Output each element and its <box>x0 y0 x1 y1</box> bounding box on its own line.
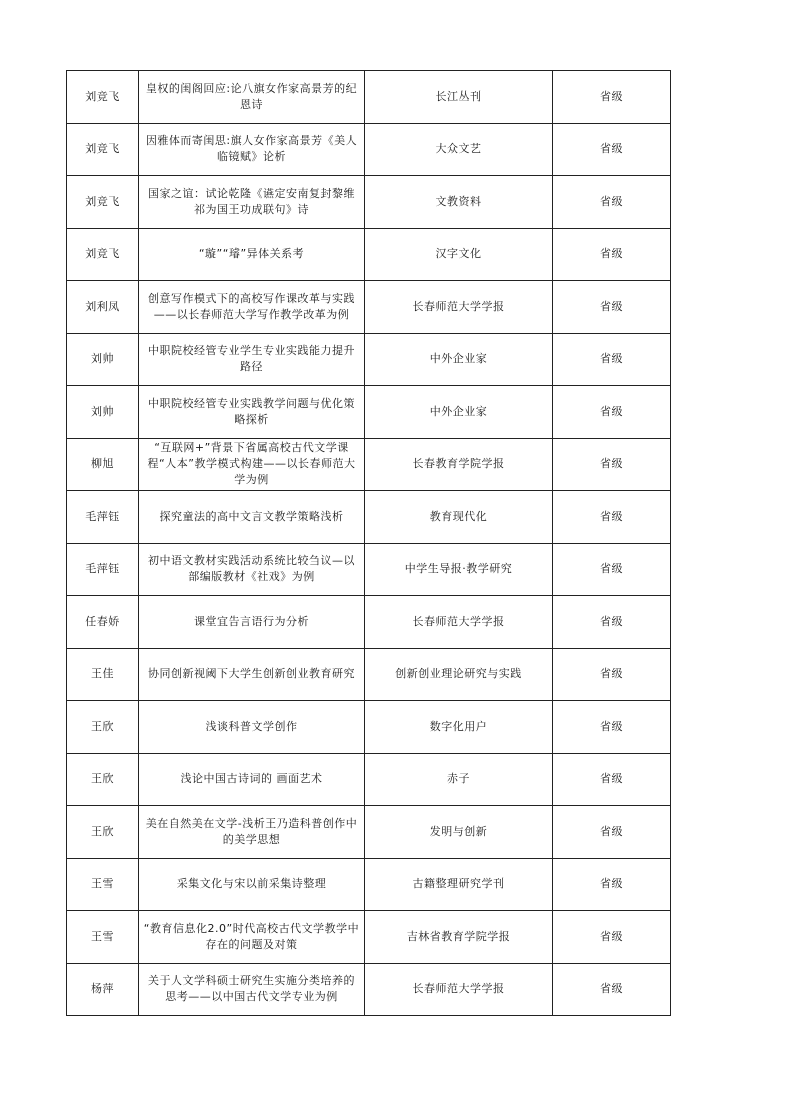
title-cell: “璇”“璿”异体关系考 <box>139 228 365 281</box>
level-cell: 省级 <box>553 176 671 229</box>
journal-cell: 中外企业家 <box>365 333 553 386</box>
author-cell: 刘帅 <box>67 386 139 439</box>
table-row <box>67 648 671 701</box>
journal-cell: 长江丛刊 <box>365 71 553 124</box>
table-row <box>67 543 671 596</box>
level-cell: 省级 <box>553 543 671 596</box>
level-cell: 省级 <box>553 386 671 439</box>
table-row <box>67 701 671 754</box>
author-cell: 刘帅 <box>67 333 139 386</box>
title-cell: 中职院校经管专业实践教学问题与优化策略探析 <box>139 386 365 439</box>
table-row <box>67 963 671 1016</box>
journal-cell: 长春师范大学学报 <box>365 963 553 1016</box>
journal-cell: 长春教育学院学报 <box>365 438 553 491</box>
table-row <box>67 491 671 544</box>
level-cell: 省级 <box>553 911 671 964</box>
title-cell: 国家之谊：试论乾隆《䜩定安南复封黎维祁为国王功成联句》诗 <box>139 176 365 229</box>
journal-cell: 长春师范大学学报 <box>365 596 553 649</box>
table-row <box>67 123 671 176</box>
level-cell: 省级 <box>553 71 671 124</box>
author-cell: 刘竞飞 <box>67 228 139 281</box>
author-cell: 王佳 <box>67 648 139 701</box>
table-row <box>67 333 671 386</box>
level-cell: 省级 <box>553 281 671 334</box>
table-row <box>67 911 671 964</box>
level-cell: 省级 <box>553 333 671 386</box>
journal-cell: 中外企业家 <box>365 386 553 439</box>
journal-cell: 发明与创新 <box>365 806 553 859</box>
title-cell: “互联网+”背景下省属高校古代文学课程“人本”教学模式构建——以长春师范大学为例 <box>139 438 365 491</box>
level-cell: 省级 <box>553 648 671 701</box>
author-cell: 杨萍 <box>67 963 139 1016</box>
level-cell: 省级 <box>553 123 671 176</box>
author-cell: 刘利凤 <box>67 281 139 334</box>
table-row <box>67 281 671 334</box>
title-cell: 创意写作模式下的高校写作课改革与实践——以长春师范大学写作教学改革为例 <box>139 281 365 334</box>
level-cell: 省级 <box>553 963 671 1016</box>
level-cell: 省级 <box>553 701 671 754</box>
journal-cell: 文教资料 <box>365 176 553 229</box>
author-cell: 王欣 <box>67 806 139 859</box>
author-cell: 王欣 <box>67 753 139 806</box>
level-cell: 省级 <box>553 228 671 281</box>
journal-cell: 数字化用户 <box>365 701 553 754</box>
journal-cell: 汉字文化 <box>365 228 553 281</box>
author-cell: 毛萍钰 <box>67 543 139 596</box>
author-cell: 任春娇 <box>67 596 139 649</box>
author-cell: 刘竞飞 <box>67 176 139 229</box>
level-cell: 省级 <box>553 858 671 911</box>
table-row <box>67 176 671 229</box>
title-cell: 课堂宜告言语行为分析 <box>139 596 365 649</box>
author-cell: 王雪 <box>67 858 139 911</box>
table-row <box>67 438 671 491</box>
table-row <box>67 386 671 439</box>
title-cell: 中职院校经管专业学生专业实践能力提升路径 <box>139 333 365 386</box>
level-cell: 省级 <box>553 491 671 544</box>
table-row <box>67 753 671 806</box>
author-cell: 王欣 <box>67 701 139 754</box>
table-row <box>67 228 671 281</box>
level-cell: 省级 <box>553 753 671 806</box>
journal-cell: 大众文艺 <box>365 123 553 176</box>
level-cell: 省级 <box>553 596 671 649</box>
publication-table <box>66 70 671 1016</box>
title-cell: “教育信息化2.0”时代高校古代文学教学中存在的问题及对策 <box>139 911 365 964</box>
journal-cell: 中学生导报·教学研究 <box>365 543 553 596</box>
title-cell: 协同创新视阈下大学生创新创业教育研究 <box>139 648 365 701</box>
table-row <box>67 596 671 649</box>
title-cell: 采集文化与宋以前采集诗整理 <box>139 858 365 911</box>
title-cell: 因雅体而寄闺思:旗人女作家高景芳《美人临镜赋》论析 <box>139 123 365 176</box>
author-cell: 柳旭 <box>67 438 139 491</box>
journal-cell: 长春师范大学学报 <box>365 281 553 334</box>
journal-cell: 吉林省教育学院学报 <box>365 911 553 964</box>
title-cell: 皇权的闺阁回应:论八旗女作家高景芳的纪恩诗 <box>139 71 365 124</box>
title-cell: 关于人文学科硕士研究生实施分类培养的思考——以中国古代文学专业为例 <box>139 963 365 1016</box>
table-row <box>67 858 671 911</box>
title-cell: 初中语文教材实践活动系统比较刍议—以部编版教材《社戏》为例 <box>139 543 365 596</box>
journal-cell: 创新创业理论研究与实践 <box>365 648 553 701</box>
level-cell: 省级 <box>553 806 671 859</box>
journal-cell: 教育现代化 <box>365 491 553 544</box>
publication-table-body <box>67 71 671 1016</box>
title-cell: 浅谈科普文学创作 <box>139 701 365 754</box>
journal-cell: 赤子 <box>365 753 553 806</box>
author-cell: 刘竞飞 <box>67 123 139 176</box>
journal-cell: 古籍整理研究学刊 <box>365 858 553 911</box>
title-cell: 浅论中国古诗词的 画面艺术 <box>139 753 365 806</box>
author-cell: 王雪 <box>67 911 139 964</box>
title-cell: 美在自然美在文学-浅析王乃造科普创作中的美学思想 <box>139 806 365 859</box>
title-cell: 探究童法的高中文言文教学策略浅析 <box>139 491 365 544</box>
level-cell: 省级 <box>553 438 671 491</box>
table-row <box>67 806 671 859</box>
author-cell: 毛萍钰 <box>67 491 139 544</box>
author-cell: 刘竞飞 <box>67 71 139 124</box>
table-row <box>67 71 671 124</box>
